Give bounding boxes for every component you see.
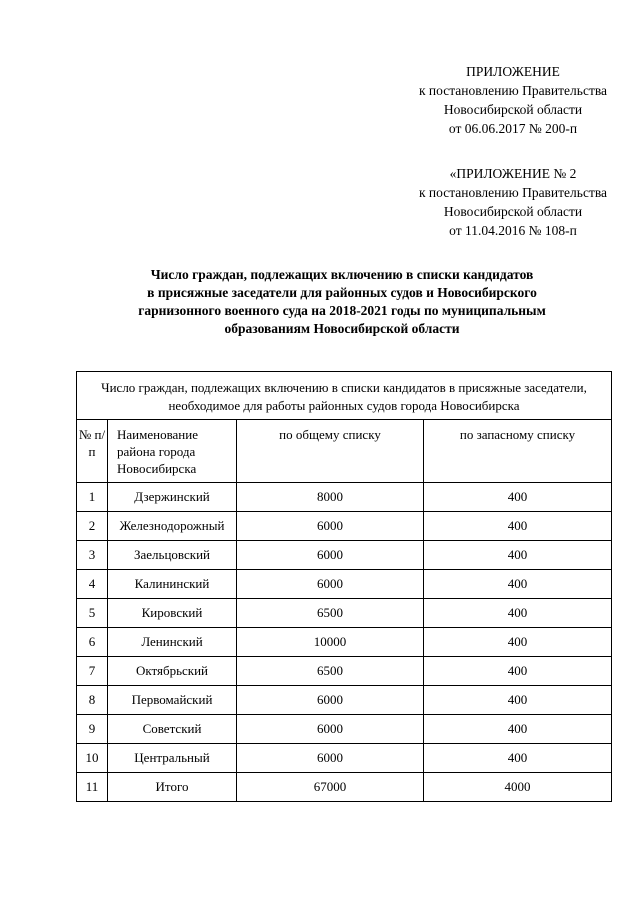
- row-reserve: 400: [424, 599, 612, 628]
- row-num: 2: [77, 512, 108, 541]
- appendix-2-header: [383, 164, 640, 240]
- appendix-2-reference: к постановлению Правительства: [418, 185, 608, 200]
- title-line: гарнизонного военного суда на 2018-2021 годы по муниципальным: [138, 303, 546, 318]
- row-district: Калининский: [108, 570, 237, 599]
- row-num: 7: [77, 657, 108, 686]
- row-general: 6000: [237, 744, 424, 773]
- row-reserve: 400: [424, 657, 612, 686]
- table-row: [77, 686, 612, 715]
- jurors-table: [76, 371, 612, 802]
- row-general: 6500: [237, 599, 424, 628]
- table-row: [77, 512, 612, 541]
- row-reserve: 400: [424, 570, 612, 599]
- row-num: 10: [77, 744, 108, 773]
- appendix-2-region: Новосибирской области: [443, 204, 583, 219]
- row-num: 4: [77, 570, 108, 599]
- title-line: в присяжные заседатели для районных судов и Новосибирского: [147, 285, 537, 300]
- table-row: [77, 599, 612, 628]
- row-reserve: 400: [424, 744, 612, 773]
- table-row: [77, 570, 612, 599]
- appendix-2-title: «ПРИЛОЖЕНИЕ № 2: [449, 166, 577, 181]
- table-row: [77, 715, 612, 744]
- row-num: 8: [77, 686, 108, 715]
- table-row: [77, 628, 612, 657]
- appendix-region: Новосибирской области: [443, 102, 583, 117]
- header-reserve-list: по запасному списку: [424, 420, 612, 483]
- header-district: Наименование района города Новосибирска: [108, 420, 237, 483]
- row-district: Октябрьский: [108, 657, 237, 686]
- row-num: 3: [77, 541, 108, 570]
- table-caption: Число граждан, подлежащих включению в списки кандидатов в присяжные заседатели, необходимое для работы районных судов города Новосибирска: [77, 372, 612, 420]
- row-general: 6500: [237, 657, 424, 686]
- row-reserve: 400: [424, 686, 612, 715]
- row-reserve: 400: [424, 715, 612, 744]
- row-reserve: 4000: [424, 773, 612, 802]
- row-num: 6: [77, 628, 108, 657]
- row-district: Первомайский: [108, 686, 237, 715]
- row-district: Итого: [108, 773, 237, 802]
- appendix-header: [383, 62, 640, 138]
- row-num: 1: [77, 483, 108, 512]
- appendix-2-date: от 11.04.2016 № 108-п: [449, 223, 577, 238]
- row-general: 67000: [237, 773, 424, 802]
- row-reserve: 400: [424, 483, 612, 512]
- row-district: Кировский: [108, 599, 237, 628]
- row-general: 8000: [237, 483, 424, 512]
- appendix-title: ПРИЛОЖЕНИЕ: [466, 64, 560, 79]
- row-general: 10000: [237, 628, 424, 657]
- table-row: [77, 744, 612, 773]
- table-header-row: [77, 420, 612, 483]
- row-general: 6000: [237, 686, 424, 715]
- table-row: [77, 483, 612, 512]
- row-district: Заельцовский: [108, 541, 237, 570]
- row-reserve: 400: [424, 541, 612, 570]
- title-line: Число граждан, подлежащих включению в списки кандидатов: [150, 267, 534, 282]
- row-district: Советский: [108, 715, 237, 744]
- row-district: Железнодорожный: [108, 512, 237, 541]
- row-district: Ленинский: [108, 628, 237, 657]
- appendix-reference: к постановлению Правительства: [418, 83, 608, 98]
- row-num: 9: [77, 715, 108, 744]
- row-num: 5: [77, 599, 108, 628]
- header-num: № п/п: [77, 420, 108, 483]
- document-title: [92, 266, 592, 338]
- row-reserve: 400: [424, 512, 612, 541]
- table-row: [77, 541, 612, 570]
- table-row: [77, 657, 612, 686]
- row-reserve: 400: [424, 628, 612, 657]
- row-general: 6000: [237, 570, 424, 599]
- row-general: 6000: [237, 715, 424, 744]
- row-general: 6000: [237, 541, 424, 570]
- header-general-list: по общему списку: [237, 420, 424, 483]
- row-general: 6000: [237, 512, 424, 541]
- row-num: 11: [77, 773, 108, 802]
- title-line: образованиям Новосибирской области: [224, 321, 460, 336]
- row-district: Центральный: [108, 744, 237, 773]
- appendix-date: от 06.06.2017 № 200-п: [448, 121, 578, 136]
- row-district: Дзержинский: [108, 483, 237, 512]
- table-row-total: [77, 773, 612, 802]
